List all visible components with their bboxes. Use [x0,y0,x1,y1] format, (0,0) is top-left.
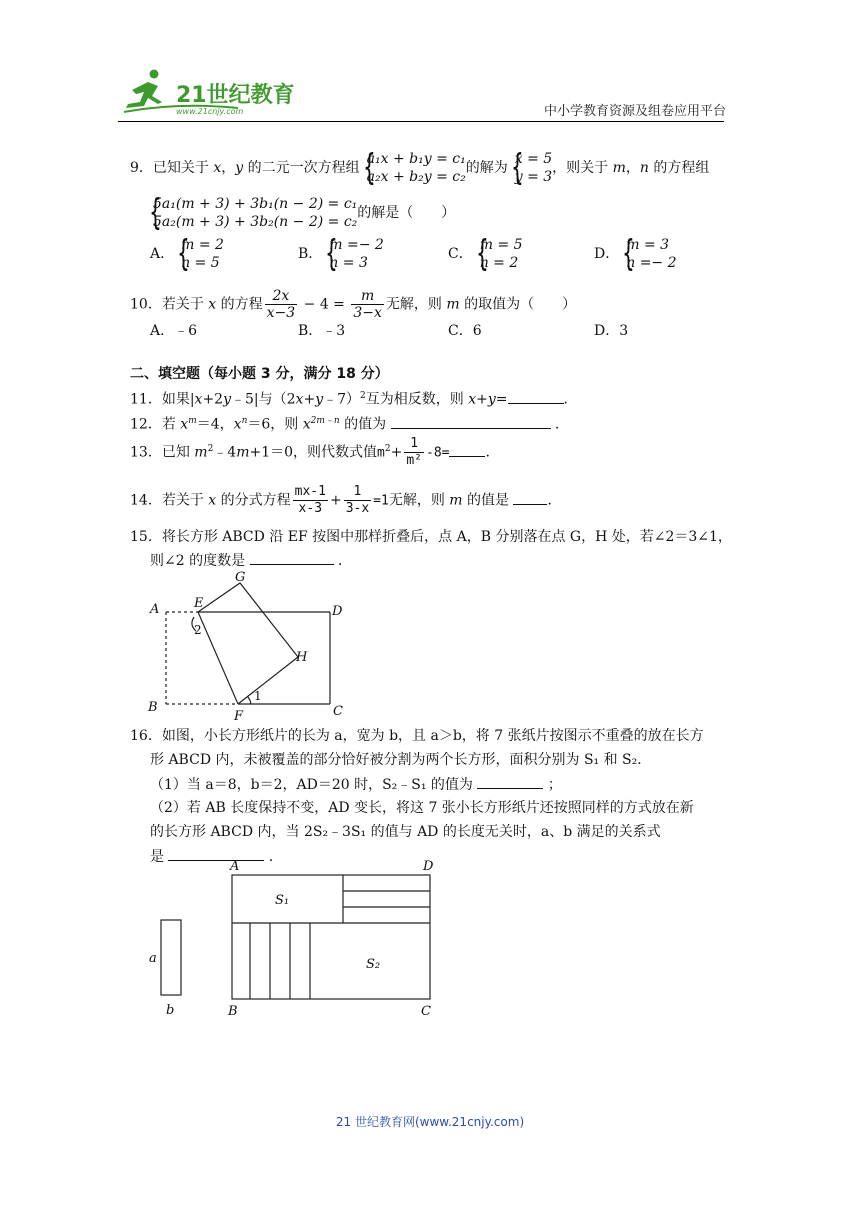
q11-answer-blank[interactable] [508,389,564,404]
q14-answer-blank[interactable] [513,490,547,505]
q9-option-b[interactable]: B． { m =− 2 n = 3 [298,233,384,274]
logo-text: 21世纪教育 [176,83,295,108]
label-A16: A [230,859,240,874]
label-b: b [166,1003,175,1018]
equation-system-1: { a₁x + b₁y = c₁ a₂x + b₂y = c₂ [362,147,466,188]
header-platform-text: 中小学教育资源及组卷应用平台 [543,104,726,119]
q9-option-a[interactable]: A． { m = 2 n = 5 [150,233,224,274]
label-S1: S₁ [275,893,290,908]
question-15-line-1: 15．将长方形 ABCD 沿 EF 按图中那样折叠后，点 A，B 分别落在点 G，H 处，若∠2＝3∠1， [130,529,732,545]
q9-option-c[interactable]: C． { m = 5 n = 2 [448,233,523,274]
label-A: A [150,602,160,617]
question-16-line-6: 是 ． [150,846,283,867]
q10-option-a[interactable]: A．﹣6 [150,323,198,339]
question-15-line-2: 则∠2 的度数是 ． [150,550,352,571]
q9-option-d[interactable]: D． { m = 3 n =− 2 [594,233,677,274]
question-16-line-1: 16．如图，小长方形纸片的长为 a，宽为 b，且 a＞b，将 7 张纸片按图示不重叠的放在长方 [130,728,704,744]
q12-answer-blank[interactable] [391,414,551,429]
label-D: D [332,604,343,619]
q13-answer-blank[interactable] [449,442,485,457]
label-B: B [148,700,158,715]
question-16-line-3: （1）当 a＝8，b＝2，AD＝20 时，S₂﹣S₁ 的值为 ； [150,774,562,795]
question-10: 10．若关于 x 的方程 $\frac{2x}{x-3}$ − 4 = $\frac{m}{3-x}$ 无解，则 m 的取值为（ ） [130,288,577,321]
question-16-line-5: 的长方形 ABCD 内，当 2S₂﹣3S₁ 的值与 AD 的长度无关时，a、b 满足的关系式 [150,824,661,840]
logo-url: www.21cnjy.com [176,107,244,116]
small-rectangle [161,920,181,995]
angle-1-label: 1 [254,689,262,703]
label-G: G [235,570,246,585]
footer-link[interactable]: 21 世纪教育网(www.21cnjy.com) [335,1115,525,1129]
question-14: 14．若关于 x 的分式方程 $\frac{mx-1}{x-3}$ + $\frac{1}{3-x}$ =1无解，则 m 的值是 . [130,484,552,516]
site-logo [118,68,298,118]
question-9: 9．已知关于 x，y 的二元一次方程组 { a₁x + b₁y = c₁ a₂x + b₂y = c₂的解为 { x = 5 y = 3，则关于 m，n 的方程组 [130,147,710,188]
q15-answer-blank[interactable] [250,550,334,565]
question-13: 13．已知 $m^2﹣4m+1=0$，则代数式值$m^2+$ $\frac{1}{\text{m²}}$ -8= . [130,436,490,468]
question-9-system-2: { 5a₁(m + 3) + 3b₁(n − 2) = c₁ 5a₂(m + 3) + 3b₂(n − 2) = c₂的解是（ ） [149,192,456,233]
rectangles-diagram [140,855,440,1025]
label-B16: B [228,1004,238,1019]
label-E: E [194,596,204,611]
label-H: H [296,650,308,665]
header-divider [118,121,724,122]
label-C16: C [421,1004,431,1019]
label-S2: S₂ [366,957,381,972]
question-16-line-2: 形 ABCD 内，未被覆盖的部分恰好被分割为两个长方形，面积分别为 S₁ 和 S₂． [150,752,652,768]
label-F: F [234,709,244,724]
label-C: C [333,704,343,719]
solution-system: { x = 5 y = 3 [510,147,553,188]
question-11: 11．如果|x+2y﹣5|与（2x+y﹣7）$^2$互为相反数，则 x+y= ． [130,386,578,410]
q10-option-b[interactable]: B．﹣3 [298,323,346,339]
q10-option-d[interactable]: D．3 [594,323,629,339]
q16-1-answer-blank[interactable] [477,774,543,789]
label-a: a [149,951,157,966]
folding-diagram [140,565,350,725]
section-fill-in-title: 二、填空题（每小题 3 分，满分 18 分） [130,366,389,382]
label-D16: D [423,859,434,874]
q10-option-c[interactable]: C．6 [448,323,482,339]
question-12: 12．若 $x^m=4$，$x^n=6$，则 $x^{2m﹣n}$ 的值为 ． [130,411,569,435]
question-16-line-4: （2）若 AB 长度保持不变，AD 变长，将这 7 张小长方形纸片还按照同样的方式放在新 [150,800,694,816]
angle-2-label: 2 [194,623,202,637]
